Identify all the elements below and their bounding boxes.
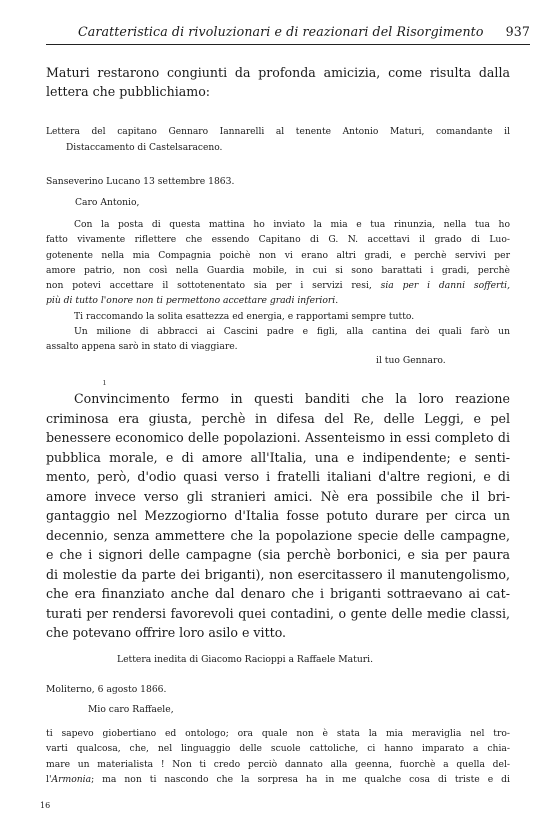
letter-body (46, 217, 510, 355)
text-line: amore patrio, non così nella Guardia mobile, in cui si sono barattati i gradi, perchè (46, 264, 510, 276)
text-line: pubblica morale, e di amore all'Italia, una e indipendente; e senti- (46, 449, 510, 465)
footer-signature-number: 16 (40, 801, 51, 810)
letter-place-date: Moliterno, 6 agosto 1866. (46, 684, 167, 695)
letter-caption (46, 124, 510, 156)
text-line: varti qualcosa, che, nel linguaggio delle scuole cattoliche, ci hanno imparato a chia- (46, 743, 510, 755)
text-line: Un milione di abbracci ai Cascini padre e figli, alla cantina dei quali farò un (74, 326, 510, 338)
text-line: che era finanziato anche dal denaro che i briganti sottraevano ai cat- (46, 586, 510, 601)
text-line: decennio, senza ammettere che la popolazione specie delle campagne, (46, 527, 510, 543)
letter-place-date: Sanseverino Lucano 13 settembre 1863. (46, 176, 235, 187)
text-line: e che i signori delle campagne (sia perchè borbonici, e sia per paura (46, 547, 510, 562)
text-line: di molestie da parte dei briganti), non esercitassero il manutengolismo, (46, 566, 510, 582)
body-paragraph (46, 389, 510, 643)
text-line: ti sapevo giobertiano ed ontologo; ora quale non è stata la mia meraviglia nel tro- (46, 728, 510, 739)
letter-signoff: il tuo Gennaro. (376, 355, 446, 366)
letter-salutation: Mio caro Raffaele, (88, 704, 174, 715)
text-line: gantaggio nel Mezzogiorno d'Italia fosse potuto durare per circa un (46, 508, 510, 523)
text-line: benessere economico delle popolazioni. Assenteismo in essi completo di (46, 430, 510, 445)
text-run: ; ma non ti nascondo che la sorpresa ha in me qualche cosa di triste e di (91, 773, 510, 785)
letter-caption: Lettera inedita di Giacomo Racioppi a Raffaele Maturi. (117, 654, 374, 665)
text-line: Ti raccomando la solita esattezza ed energia, e rapportami sempre tutto. (74, 310, 415, 322)
text-line: Convincimento fermo in questi banditi che la loro reazione (74, 391, 510, 406)
text-line: Maturi restarono congiunti da profonda amicizia, come risulta dalla (46, 65, 510, 80)
text-line: Distaccamento di Castelsaraceno. (66, 143, 223, 153)
running-header (46, 20, 530, 45)
text-run: non potevi accettare il sottotenentato sia per i servizi resi, (46, 280, 372, 292)
text-line: lettera che pubblichiamo: (46, 84, 211, 99)
text-line (46, 278, 510, 293)
running-title: Caratteristica di rivoluzionari e di reazionari del Risorgimento (78, 24, 484, 39)
intro-paragraph (46, 63, 510, 101)
text-line: mento, però, d'odio quasi verso i fratelli italiani d'altre regioni, e di (46, 469, 510, 484)
text-line (46, 772, 510, 787)
letter-body (46, 726, 510, 787)
italic-run: sia per i danni sofferti, (380, 280, 511, 292)
text-line: amore invece verso gli stranieri amici. Nè era possibile che il bri- (46, 488, 510, 504)
text-line: fatto vivamente riflettere che essendo Capitano di G. N. accettavi il grado di Luo- (46, 234, 510, 246)
text-line: turati per rendersi favorevoli quei contadini, o gente delle medie classi, (46, 605, 510, 621)
text-line (46, 293, 510, 308)
text-line: gotenente nella mia Compagnia poichè non vi erano altri gradi, e perchè servivi per (46, 249, 510, 261)
text-line: Lettera del capitano Gennaro Iannarelli al tenente Antonio Maturi, comandante il (46, 127, 510, 137)
page-number: 937 (505, 24, 530, 39)
text-line: Con la posta di questa mattina ho inviato la mia e tua rinunzia, nella tua ho (74, 219, 510, 230)
text-run: l' (46, 773, 52, 785)
italic-run: Armonia (51, 773, 92, 785)
margin-mark: ı (103, 378, 106, 388)
text-line: assalto appena sarò in stato di viaggiare. (46, 341, 238, 353)
text-line: mare un materialista ! Non ti credo perciò dannato alla geenna, fuorchè a quella del- (46, 758, 510, 770)
italic-run: più di tutto l'onore non ti permettono accettare gradi inferiori. (46, 295, 339, 307)
text-line: criminosa era giusta, perchè in difesa del Re, delle Leggi, e pel (46, 410, 510, 426)
letter-salutation: Caro Antonio, (75, 197, 140, 208)
text-line: che potevano offrire loro asilo e vitto. (46, 625, 287, 640)
